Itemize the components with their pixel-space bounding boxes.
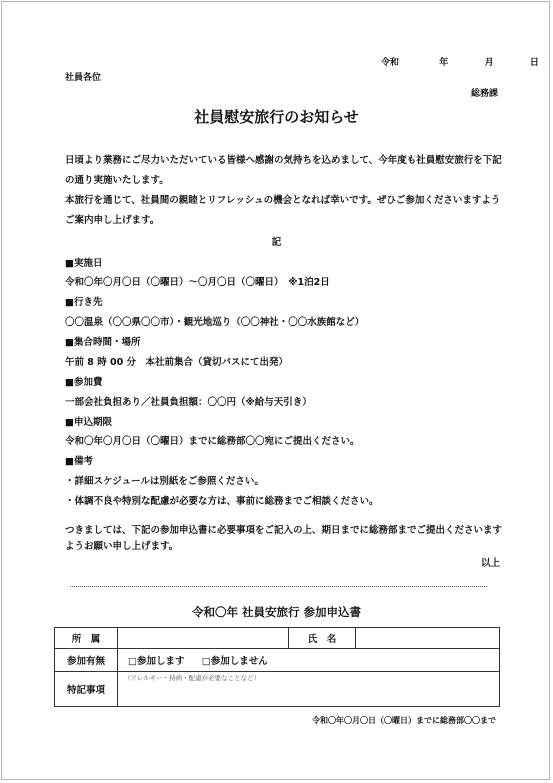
form-row-notes [55,672,500,707]
section-content-deadline: 令和〇年〇月〇日（〇曜日）までに総務部〇〇宛にご提出ください。 [65,436,360,447]
ki-marker: 記 [271,237,282,248]
notes-label: 特記事項 [55,672,118,707]
closing-ijo: 以上 [480,558,500,569]
addressee: 社員各位 [65,73,102,83]
form-row-attendance [55,649,500,672]
name-label: 氏 名 [289,628,356,649]
attendance-field [118,649,500,672]
section-content-destination: 〇〇温泉（〇〇県〇〇市）・観光地巡り（〇〇神社・〇〇水族館など） [65,317,365,328]
section-heading-deadline: ■申込期限 [65,417,112,428]
section-content-notes-1: ・詳細スケジュールは別紙をご参照ください。 [65,476,264,487]
notes-hint: （アレルギー・持病・配慮が必要なことなど） [124,674,261,682]
form-deadline: 令和〇年〇月〇日（〇曜日）までに総務部〇〇まで [312,716,496,725]
sender-department: 総務課 [470,89,498,99]
section-heading-notes: ■備考 [65,456,93,467]
form-title: 令和〇年 社員安旅行 参加申込書 [191,605,361,619]
document-title: 社員慰安旅行のお知らせ [194,108,359,126]
name-field[interactable] [356,628,500,649]
section-heading-destination: ■行き先 [65,297,103,308]
application-form [54,627,500,707]
intro-paragraph-1: 日頃より業務にご尽力いただいている皆様へ感謝の気持ちを込めまして、今年度も社員慰安旅行を下記の通り実施いたします。 [65,155,502,186]
section-content-meeting: 午前 8 時 00 分 本社前集合（貸切バスにて出発） [65,357,289,368]
option-decline-checkbox[interactable]: □参加しません [201,656,268,667]
closing-paragraph: つきましては、下記の参加申込書に必要事項をご記入の上、期日までに総務部までご提出くださいますようお願い申し上げます。 [65,525,503,552]
form-row-affiliation [55,628,500,649]
affiliation-label: 所 属 [55,628,118,649]
section-content-notes-2: ・体調不良や特別な配慮が必要な方は、事前に総務までご相談ください。 [65,496,379,507]
section-heading-fee: ■参加費 [65,377,103,388]
section-content-date: 令和〇年〇月〇日（〇曜日）～〇月〇日（〇曜日） ※1泊2日 [65,277,330,288]
option-attend-checkbox[interactable]: □参加します [128,656,185,667]
notes-field[interactable] [118,672,500,707]
issue-date: 令和 年 月 日 [381,58,539,68]
section-content-fee: 一部会社負担あり／社員負担額：〇〇円（※給与天引き） [65,397,312,408]
section-heading-date: ■実施日 [65,258,103,269]
intro-paragraph-2: 本旅行を通じて、社員間の親睦とリフレッシュの機会となれば幸いです。ぜひご参加くださいますようご案内申し上げます。 [65,195,501,226]
section-heading-meeting: ■集合時間・場所 [65,337,141,348]
affiliation-field[interactable] [118,628,289,649]
attendance-label: 参加有無 [55,649,118,672]
cut-line [70,586,487,587]
